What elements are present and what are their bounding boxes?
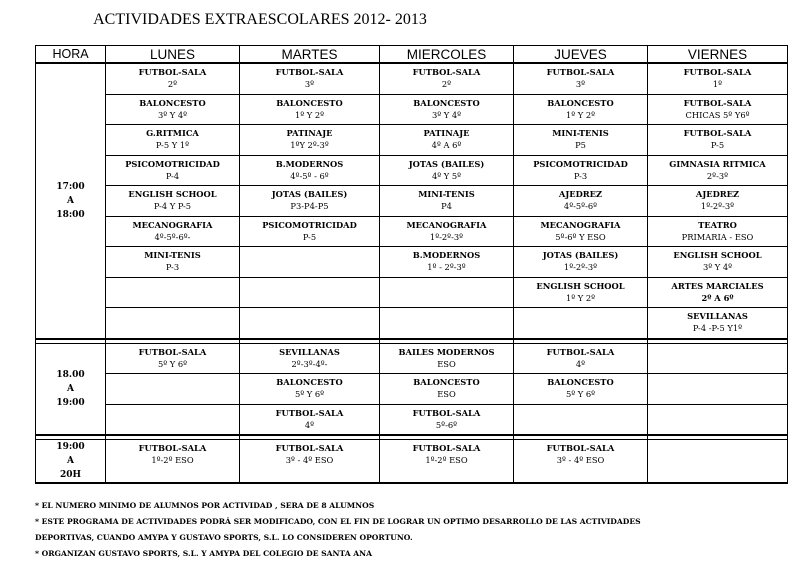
activity-name xyxy=(514,308,647,310)
activity-group: ESO xyxy=(437,389,456,399)
activity-group: 1º Y 2º xyxy=(565,292,596,303)
activity-name: TEATRO xyxy=(698,219,737,230)
activity-group: 3º - 4º ESO xyxy=(556,455,605,465)
activity-group: 4º Y 5º xyxy=(431,170,462,181)
activity-cell xyxy=(648,216,788,247)
activity-group: 5º-6º xyxy=(435,419,458,430)
time-slot-line: 18.00 xyxy=(56,369,85,380)
activity-name: FUTBOL-SALA xyxy=(546,346,615,357)
activity-cell xyxy=(380,277,514,308)
activity-group: 2º A 6º xyxy=(701,292,734,303)
activity-cell xyxy=(240,440,380,484)
activity-cell xyxy=(514,343,648,374)
activity-group: 2º-3º-4º- xyxy=(291,358,328,369)
header-martes: MARTES xyxy=(240,46,380,64)
activity-group: P-4 -P-5 Y1º xyxy=(692,323,743,333)
activity-name: FUTBOL-SALA xyxy=(412,407,481,418)
time-slot-line: 20H xyxy=(59,470,82,480)
footnote: DEPORTIVAS, CUANDO AMYPA Y GUSTAVO SPORTS, S.L. LO CONSIDEREN OPORTUNO. xyxy=(35,533,413,542)
activity-cell xyxy=(648,63,788,94)
table-row xyxy=(36,440,788,484)
activity-cell xyxy=(648,277,788,308)
activity-cell xyxy=(648,94,788,125)
activity-cell xyxy=(514,308,648,339)
activity-name xyxy=(240,308,379,310)
activity-cell xyxy=(240,343,380,374)
activity-group: P-4 xyxy=(165,170,180,181)
activity-group: PRIMARIA - ESO xyxy=(681,231,754,242)
activity-name: MECANOGRAFIA xyxy=(406,219,487,230)
activity-group: CHICAS 5º Y6º xyxy=(685,109,750,120)
activity-cell xyxy=(106,404,240,435)
activity-group: 5º-6º Y ESO xyxy=(555,231,606,242)
header-lunes: LUNES xyxy=(106,46,240,64)
header-miercoles: MIERCOLES xyxy=(380,46,514,64)
header-row xyxy=(36,46,788,64)
activity-name: MINI-TENIS xyxy=(144,250,201,260)
activity-name: SEVILLANAS xyxy=(279,346,340,357)
activity-name: FUTBOL-SALA xyxy=(546,67,615,77)
activity-cell xyxy=(648,186,788,217)
activity-cell xyxy=(240,277,380,308)
activity-group: 3º xyxy=(575,79,586,89)
activity-cell xyxy=(106,277,240,308)
activity-name: BALONCESTO xyxy=(413,377,480,387)
activity-group: 1º Y 2º xyxy=(294,109,325,120)
activity-cell xyxy=(240,155,380,186)
activity-cell xyxy=(106,216,240,247)
time-slot-line: A xyxy=(67,456,74,466)
table-row xyxy=(36,404,788,435)
activity-name: FUTBOL-SALA xyxy=(683,97,752,108)
table-row xyxy=(36,155,788,186)
header-jueves: JUEVES xyxy=(514,46,648,64)
activity-name: MINI-TENIS xyxy=(552,128,609,138)
footnotes xyxy=(35,498,641,562)
activity-group: P5 xyxy=(575,140,586,150)
activity-name xyxy=(648,440,787,442)
activity-cell xyxy=(240,186,380,217)
activity-cell xyxy=(514,94,648,125)
activity-name: PSICOMOTRICIDAD xyxy=(262,219,357,230)
header-hora: HORA xyxy=(36,46,106,64)
activity-cell xyxy=(380,440,514,484)
activity-cell xyxy=(514,247,648,278)
activity-cell xyxy=(106,125,240,156)
activity-cell xyxy=(514,125,648,156)
activity-name: PSICOMOTRICIDAD xyxy=(125,158,220,169)
table-row xyxy=(36,343,788,374)
activity-name: FUTBOL-SALA xyxy=(275,443,344,453)
activity-cell xyxy=(380,216,514,247)
activity-cell xyxy=(648,308,788,339)
activity-cell xyxy=(514,277,648,308)
table-row xyxy=(36,63,788,94)
table-row xyxy=(36,277,788,308)
activity-cell xyxy=(380,374,514,405)
activity-group: 1º xyxy=(712,79,723,89)
activity-name xyxy=(240,247,379,249)
activity-group: P-5 xyxy=(302,231,317,242)
activity-group: 5º Y 6º xyxy=(157,358,188,369)
activity-cell xyxy=(106,63,240,94)
activity-name xyxy=(648,374,787,376)
activity-cell xyxy=(106,343,240,374)
activity-name: FUTBOL-SALA xyxy=(412,443,481,453)
activity-name: FUTBOL-SALA xyxy=(683,67,752,77)
activity-cell xyxy=(380,155,514,186)
time-slot-line: A xyxy=(67,195,74,206)
table-row xyxy=(36,374,788,405)
activity-name: JOTAS (BAILES) xyxy=(408,158,485,169)
activity-cell xyxy=(106,94,240,125)
activity-name: FUTBOL-SALA xyxy=(138,67,207,77)
activity-group: 2º-3º xyxy=(706,170,729,181)
table-row xyxy=(36,216,788,247)
activity-name: AJEDREZ xyxy=(695,189,740,199)
table-row xyxy=(36,308,788,339)
header-viernes: VIERNES xyxy=(648,46,788,64)
activity-group: 4º-5º-6º xyxy=(563,201,598,211)
activity-cell xyxy=(648,247,788,278)
activity-group: 5º Y 6º xyxy=(565,389,596,399)
activity-name: PATINAJE xyxy=(286,128,333,138)
activity-group: 4º-5º-6º- xyxy=(154,231,191,242)
activity-name: FUTBOL-SALA xyxy=(412,67,481,77)
activity-cell xyxy=(648,125,788,156)
activity-cell xyxy=(380,404,514,435)
footnote: * ESTE PROGRAMA DE ACTIVIDADES PODRÁ SER MODIFICADO, CON EL FIN DE LOGRAR UN OPTIMO DESARROLLO DE LAS ACTIVIDADES xyxy=(35,517,641,526)
activity-name: FUTBOL-SALA xyxy=(546,443,615,453)
activity-cell xyxy=(240,308,380,339)
activity-cell xyxy=(514,155,648,186)
activity-cell xyxy=(514,216,648,247)
activity-cell xyxy=(514,186,648,217)
activity-name: MECANOGRAFIA xyxy=(540,219,621,230)
activity-name: PATINAJE xyxy=(423,128,470,138)
activity-name: FUTBOL-SALA xyxy=(683,128,752,138)
activity-name: BALONCESTO xyxy=(547,97,614,108)
activity-name: BAILES MODERNOS xyxy=(398,346,495,357)
activity-group: 1º-2º-3º xyxy=(429,231,464,242)
activity-cell xyxy=(648,404,788,435)
activity-cell xyxy=(648,440,788,484)
footnote: * ORGANIZAN GUSTAVO SPORTS, S.L. Y AMYPA DEL COLEGIO DE SANTA ANA xyxy=(35,549,372,558)
activity-cell xyxy=(240,63,380,94)
activity-name: BALONCESTO xyxy=(276,377,343,387)
activity-group: 3º Y 4º xyxy=(431,109,462,120)
activity-group: 2º xyxy=(441,79,452,89)
activity-group: 3º Y 4º xyxy=(157,109,188,120)
activity-cell xyxy=(240,94,380,125)
activity-cell xyxy=(106,308,240,339)
time-slot-line: 18:00 xyxy=(56,209,85,220)
activity-cell xyxy=(380,343,514,374)
activity-cell xyxy=(514,404,648,435)
activity-group: 3º - 4º ESO xyxy=(285,455,334,465)
activity-group: 1º-2º-3º xyxy=(563,262,598,272)
table-row xyxy=(36,247,788,278)
activity-cell xyxy=(648,343,788,374)
activity-name xyxy=(380,278,513,280)
activity-group: 4º-5º - 6º xyxy=(290,170,329,181)
activity-group: 3º Y 4º xyxy=(702,262,733,272)
activity-group: P4 xyxy=(441,201,452,211)
activity-name xyxy=(106,308,239,310)
activity-cell xyxy=(240,247,380,278)
activity-group: ESO xyxy=(437,358,456,369)
activity-group: 4º xyxy=(304,419,315,430)
activity-cell xyxy=(240,216,380,247)
activity-group: 1º-2º ESO xyxy=(151,455,194,465)
activity-name xyxy=(514,405,647,407)
activity-name xyxy=(648,344,787,346)
activity-group: P-4 Y P-5 xyxy=(153,201,192,211)
time-slot-line: 19:00 xyxy=(56,397,85,408)
activity-name: JOTAS (BAILES) xyxy=(271,189,348,199)
activity-group: 4º xyxy=(575,358,586,369)
time-slot-line: A xyxy=(67,383,74,394)
activity-cell xyxy=(380,125,514,156)
activity-group: P-5 xyxy=(710,140,725,150)
activity-cell xyxy=(380,63,514,94)
activity-cell xyxy=(106,374,240,405)
schedule-body xyxy=(36,63,788,483)
activity-cell xyxy=(514,440,648,484)
activity-name: BALONCESTO xyxy=(276,97,343,108)
activity-cell xyxy=(106,186,240,217)
activity-cell xyxy=(514,374,648,405)
activity-name: AJEDREZ xyxy=(558,189,603,199)
activity-name: FUTBOL-SALA xyxy=(138,443,207,453)
activity-name xyxy=(106,278,239,280)
activity-name: BALONCESTO xyxy=(547,377,614,387)
activity-cell xyxy=(240,374,380,405)
time-slot-line: 19:00 xyxy=(56,442,85,452)
activity-group: 5º Y 6º xyxy=(294,389,325,399)
activity-group: 1º-2º ESO xyxy=(425,455,468,465)
schedule-table xyxy=(35,45,788,484)
activity-cell xyxy=(380,308,514,339)
activity-cell xyxy=(106,155,240,186)
activity-group: P3-P4-P5 xyxy=(290,201,329,211)
activity-name: BALONCESTO xyxy=(413,97,480,108)
activity-cell xyxy=(240,404,380,435)
activity-name: ENGLISH SCHOOL xyxy=(128,189,217,199)
activity-cell xyxy=(380,247,514,278)
activity-group: 1º-2º-3º xyxy=(700,201,735,211)
table-row xyxy=(36,186,788,217)
activity-cell xyxy=(106,247,240,278)
footnote: * EL NUMERO MINIMO DE ALUMNOS POR ACTIVIDAD , SERA DE 8 ALUMNOS xyxy=(35,501,375,510)
time-slot-cell xyxy=(36,440,106,484)
time-slot-line: 17:00 xyxy=(56,181,85,192)
activity-name: G.RITMICA xyxy=(146,128,199,138)
activity-group: P-3 xyxy=(165,262,180,272)
activity-name xyxy=(106,374,239,376)
activity-name: FUTBOL-SALA xyxy=(138,346,207,357)
activity-group: P-3 xyxy=(573,170,588,181)
activity-cell xyxy=(240,125,380,156)
activity-name: FUTBOL-SALA xyxy=(275,407,344,418)
activity-name: BALONCESTO xyxy=(139,97,206,108)
activity-cell xyxy=(380,186,514,217)
activity-group: 4º A 6º xyxy=(431,140,462,150)
activity-name: PSICOMOTRICIDAD xyxy=(533,158,628,169)
activity-group: 3º xyxy=(304,79,315,89)
activity-name: ARTES MARCIALES xyxy=(671,280,764,291)
table-row xyxy=(36,125,788,156)
activity-group: P-5 Y 1º xyxy=(155,140,190,150)
activity-group: 1º Y 2º xyxy=(565,109,596,120)
activity-cell xyxy=(648,155,788,186)
time-slot-cell xyxy=(36,343,106,435)
activity-name: ENGLISH SCHOOL xyxy=(673,250,762,260)
page-title: ACTIVIDADES EXTRAESCOLARES 2012- 2013 xyxy=(93,11,427,28)
activity-group: 1º - 2º-3º xyxy=(427,262,466,272)
activity-group: 1ºY 2º-3º xyxy=(290,140,329,150)
activity-group: 2º xyxy=(167,79,178,89)
time-slot-cell xyxy=(36,63,106,339)
activity-name: SEVILLANAS xyxy=(687,311,748,321)
activity-name: GIMNASIA RITMICA xyxy=(669,158,766,169)
activity-name: FUTBOL-SALA xyxy=(275,67,344,77)
activity-name: B.MODERNOS xyxy=(412,250,481,260)
activity-name xyxy=(106,405,239,407)
activity-name xyxy=(648,405,787,407)
activity-name: MINI-TENIS xyxy=(418,189,475,199)
activity-cell xyxy=(106,440,240,484)
table-row xyxy=(36,94,788,125)
activity-cell xyxy=(380,94,514,125)
activity-cell xyxy=(648,374,788,405)
activity-name: ENGLISH SCHOOL xyxy=(536,280,625,291)
activity-name xyxy=(380,308,513,310)
activity-name xyxy=(240,278,379,280)
activity-name: MECANOGRAFIA xyxy=(132,219,213,230)
activity-name: B.MODERNOS xyxy=(275,158,344,169)
activity-cell xyxy=(514,63,648,94)
activity-name: JOTAS (BAILES) xyxy=(542,250,619,260)
